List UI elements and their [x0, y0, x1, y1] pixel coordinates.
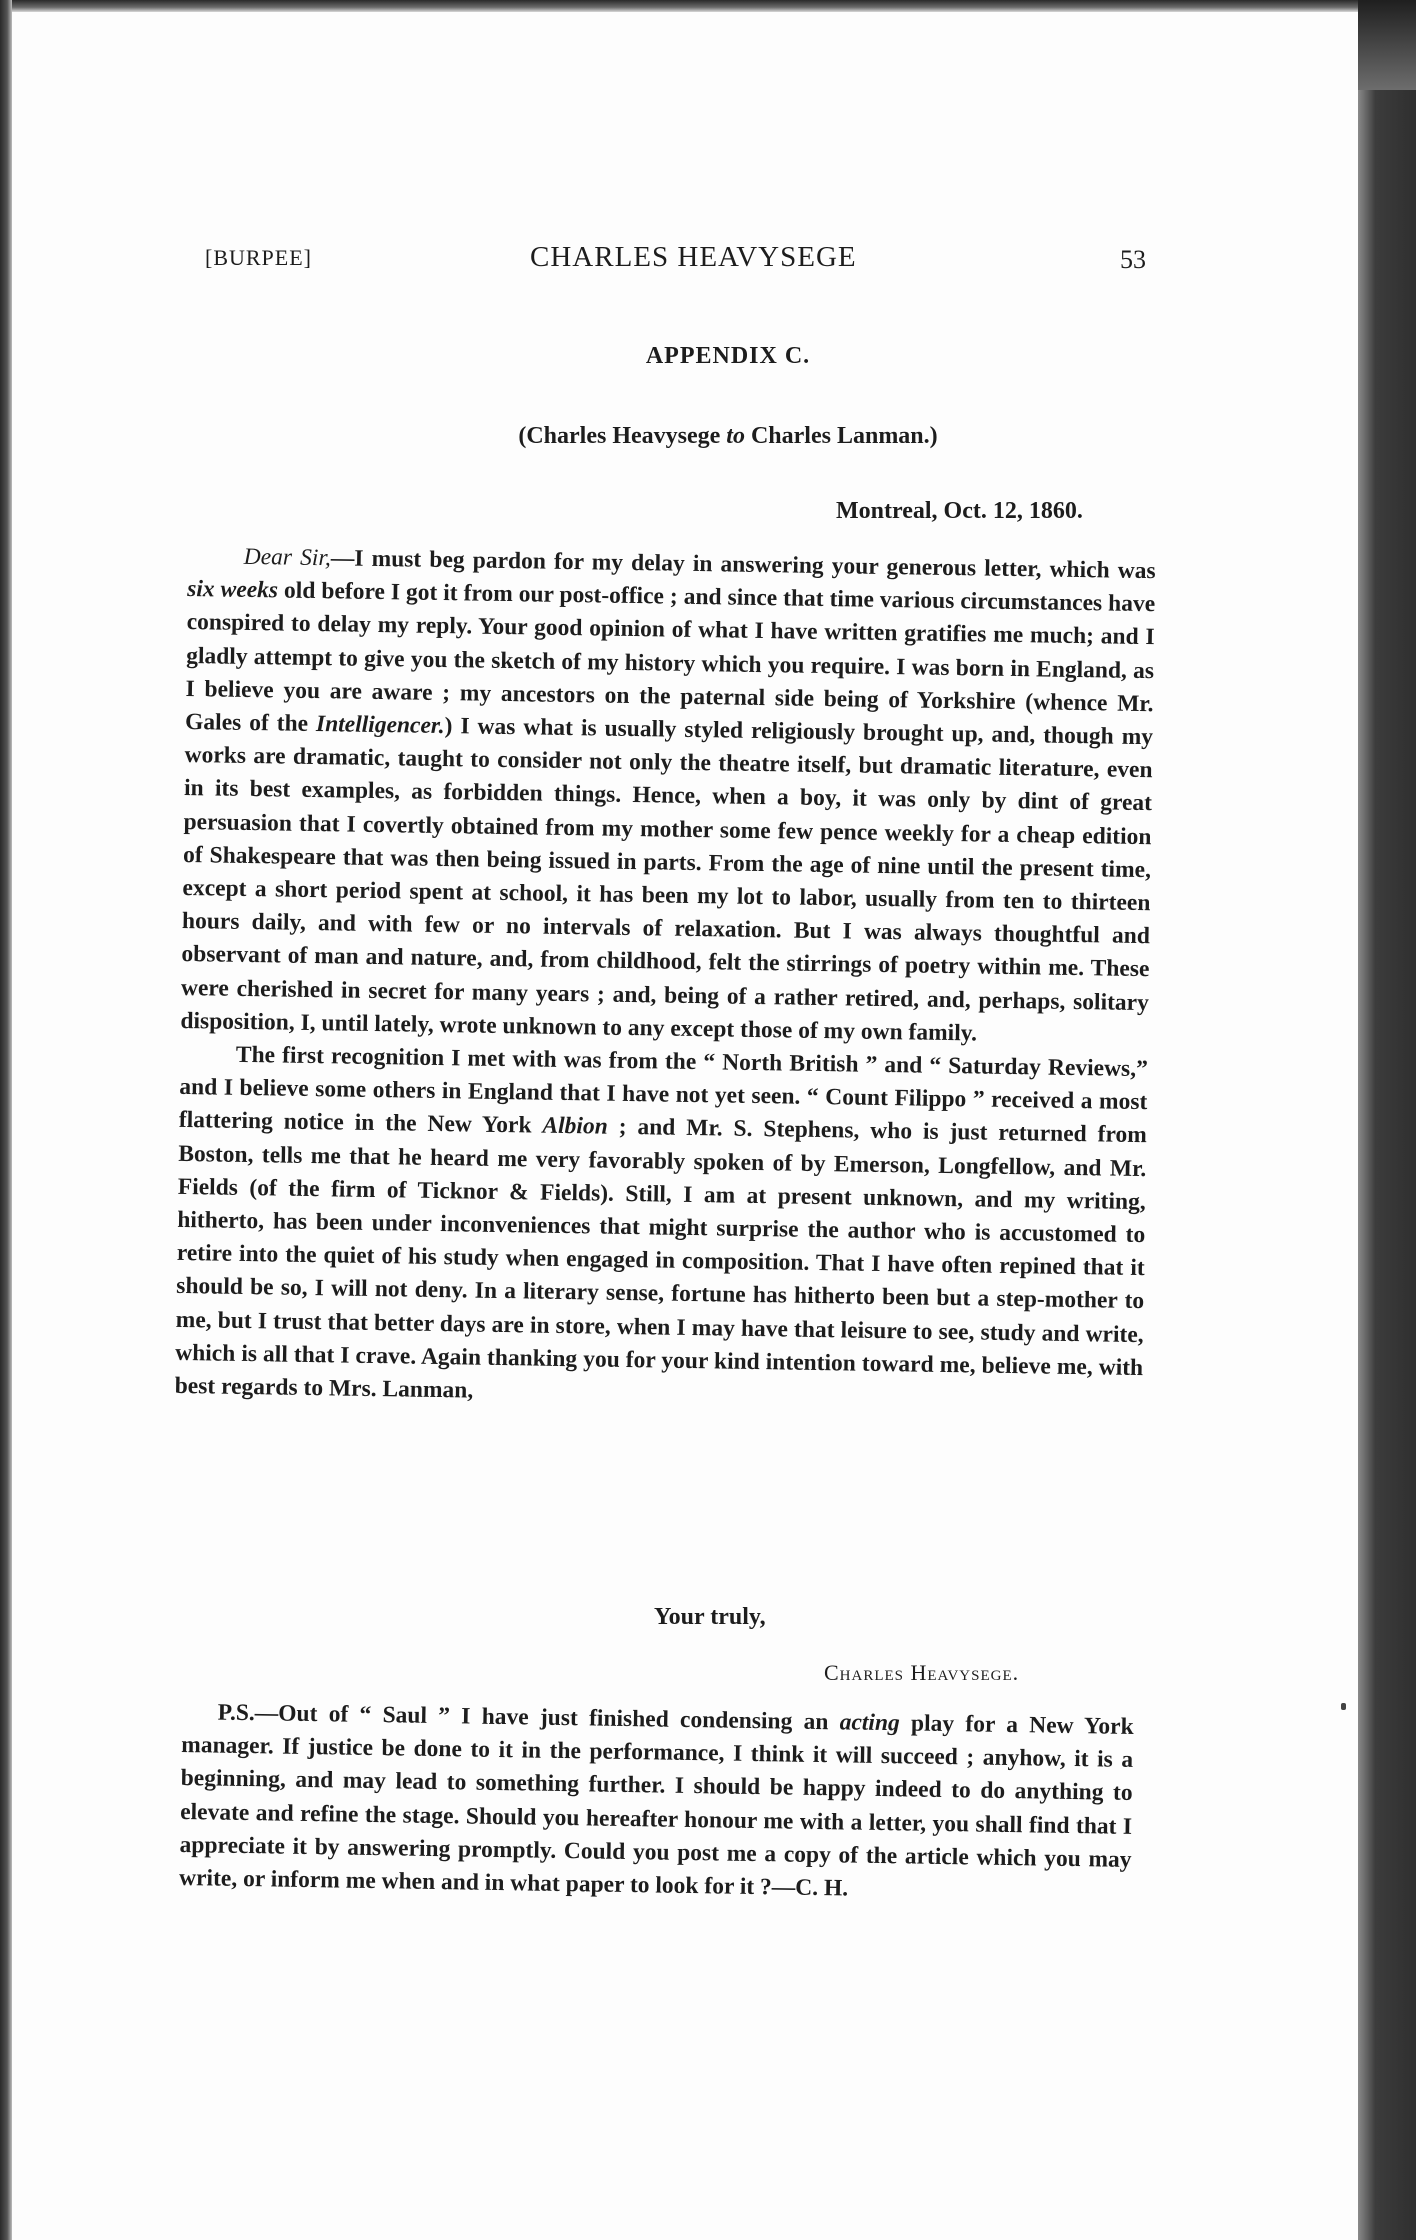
- letter-heading-to: to: [726, 423, 745, 449]
- page-number: 53: [1120, 245, 1146, 274]
- letter-heading-open: (Charles Heavysege: [518, 423, 727, 449]
- postscript-part-1: P.S.—Out of “ Saul ” I have just finished condensing an: [217, 1699, 840, 1736]
- postscript: [179, 1696, 1134, 1910]
- letter-signature: Charles Heavysege.: [824, 1660, 1020, 1685]
- salutation: Dear Sir,: [243, 543, 332, 572]
- appendix-title: APPENDIX C.: [645, 343, 811, 369]
- letter-heading: [0, 423, 1416, 450]
- paragraph-1-part-3: ) I was what is usually styled religiously brought up, and, though my works are dramatic, taught to consider not only the theatre itself, but dramatic literature, even in its best examples, as forbidden things. Hence, when a boy, it was only by dint of great persuasion that I covertly obtained from my mother some few pence weekly for a cheap edition of Shakespeare that was then being issued in parts. From the age of nine until the present time, except a short period spent at school, it has been my lot to labor, usually from ten to thirteen hours daily, and with few or no intervals of relaxation. But I was always thoughtful and observant of man and nature, and, from childhood, felt the stirrings of poetry within me. These were cherished in secret for many years ; and, being of a rather retired, and, perhaps, solitary disposition, I, until lately, wrote unknown to any except those of my own family.: [180, 713, 1154, 1047]
- letter-closing: Your truly,: [654, 1604, 766, 1630]
- postscript-part-2: play for a New York manager. If justice be done to it in the performance, I think it will succeed ; anyhow, it is a beginning, and may lead to something further. I should be happy indeed to do anything to elevate and refine the stage. Should you hereafter honour me with a letter, you shall find that I appreciate it by answering promptly. Could you post me a copy of the article which you may write, or inform me when and in what paper to look for it ?—C. H.: [178, 1710, 1134, 1902]
- running-head-title: CHARLES HEAVYSEGE: [530, 241, 857, 273]
- scan-edge-top: [0, 0, 1416, 12]
- running-head-author: [BURPEE]: [205, 245, 312, 270]
- scan-edge-left: [0, 0, 12, 2240]
- albion-title: Albion: [542, 1113, 608, 1141]
- paragraph-1-part-2: old before I got it from our post-office ; and since that time various circumstances have conspired to delay my reply. Your good opinion of what I have written gratifies me much; and I gladly attempt to give you the sketch of my history which you require. I was born in England, as I believe you are aware ; my ancestors on the paternal side being of Yorkshire (whence Mr. Gales of the: [184, 577, 1156, 738]
- running-head: [0, 233, 1416, 283]
- letter-heading-close: Charles Lanman.): [744, 423, 938, 449]
- paragraph-2-part-1: The first recognition I met with was from the “ North British ” and “ Saturday Reviews,” and I believe some others in England that I have not yet seen. “ Count Filippo ” received a most flattering notice in the New York: [178, 1041, 1149, 1140]
- letter-body: [174, 540, 1155, 1418]
- paragraph-1-part-1: —I must beg pardon for my delay in answering your generous letter, which was: [330, 545, 1156, 585]
- intelligencer-title: Intelligencer.: [315, 711, 445, 740]
- acting-word: acting: [839, 1709, 900, 1737]
- six-weeks-phrase: six weeks: [187, 576, 279, 604]
- scan-speck: [1341, 1703, 1346, 1710]
- scan-edge-right-top: [1358, 0, 1416, 90]
- paragraph-1: [180, 540, 1156, 1053]
- paragraph-2: [174, 1038, 1148, 1418]
- paragraph-2-part-2: ; and Mr. S. Stephens, who is just returned from Boston, tells me that he heard me very favorably spoken of by Emerson, Longfellow, and Mr. Fields (of the firm of Ticknor & Fields). Still, I am at present unknown, and my writing, hitherto, has been under inconveniences that might surprise the author who is accustomed to retire into the quiet of his study when engaged in composition. That I have often repined that it should be so, I will not deny. In a literary sense, fortune has hitherto been but a step-mother to me, but I trust that better days are in store, when I may have that leisure to see, study and write, which is all that I crave. Again thanking you for your kind intention toward me, believe me, with best regards to Mrs. Lanman,: [174, 1114, 1147, 1404]
- scan-edge-right: [1358, 90, 1416, 2240]
- letter-dateline: Montreal, Oct. 12, 1860.: [836, 498, 1083, 524]
- postscript-paragraph: [179, 1696, 1134, 1910]
